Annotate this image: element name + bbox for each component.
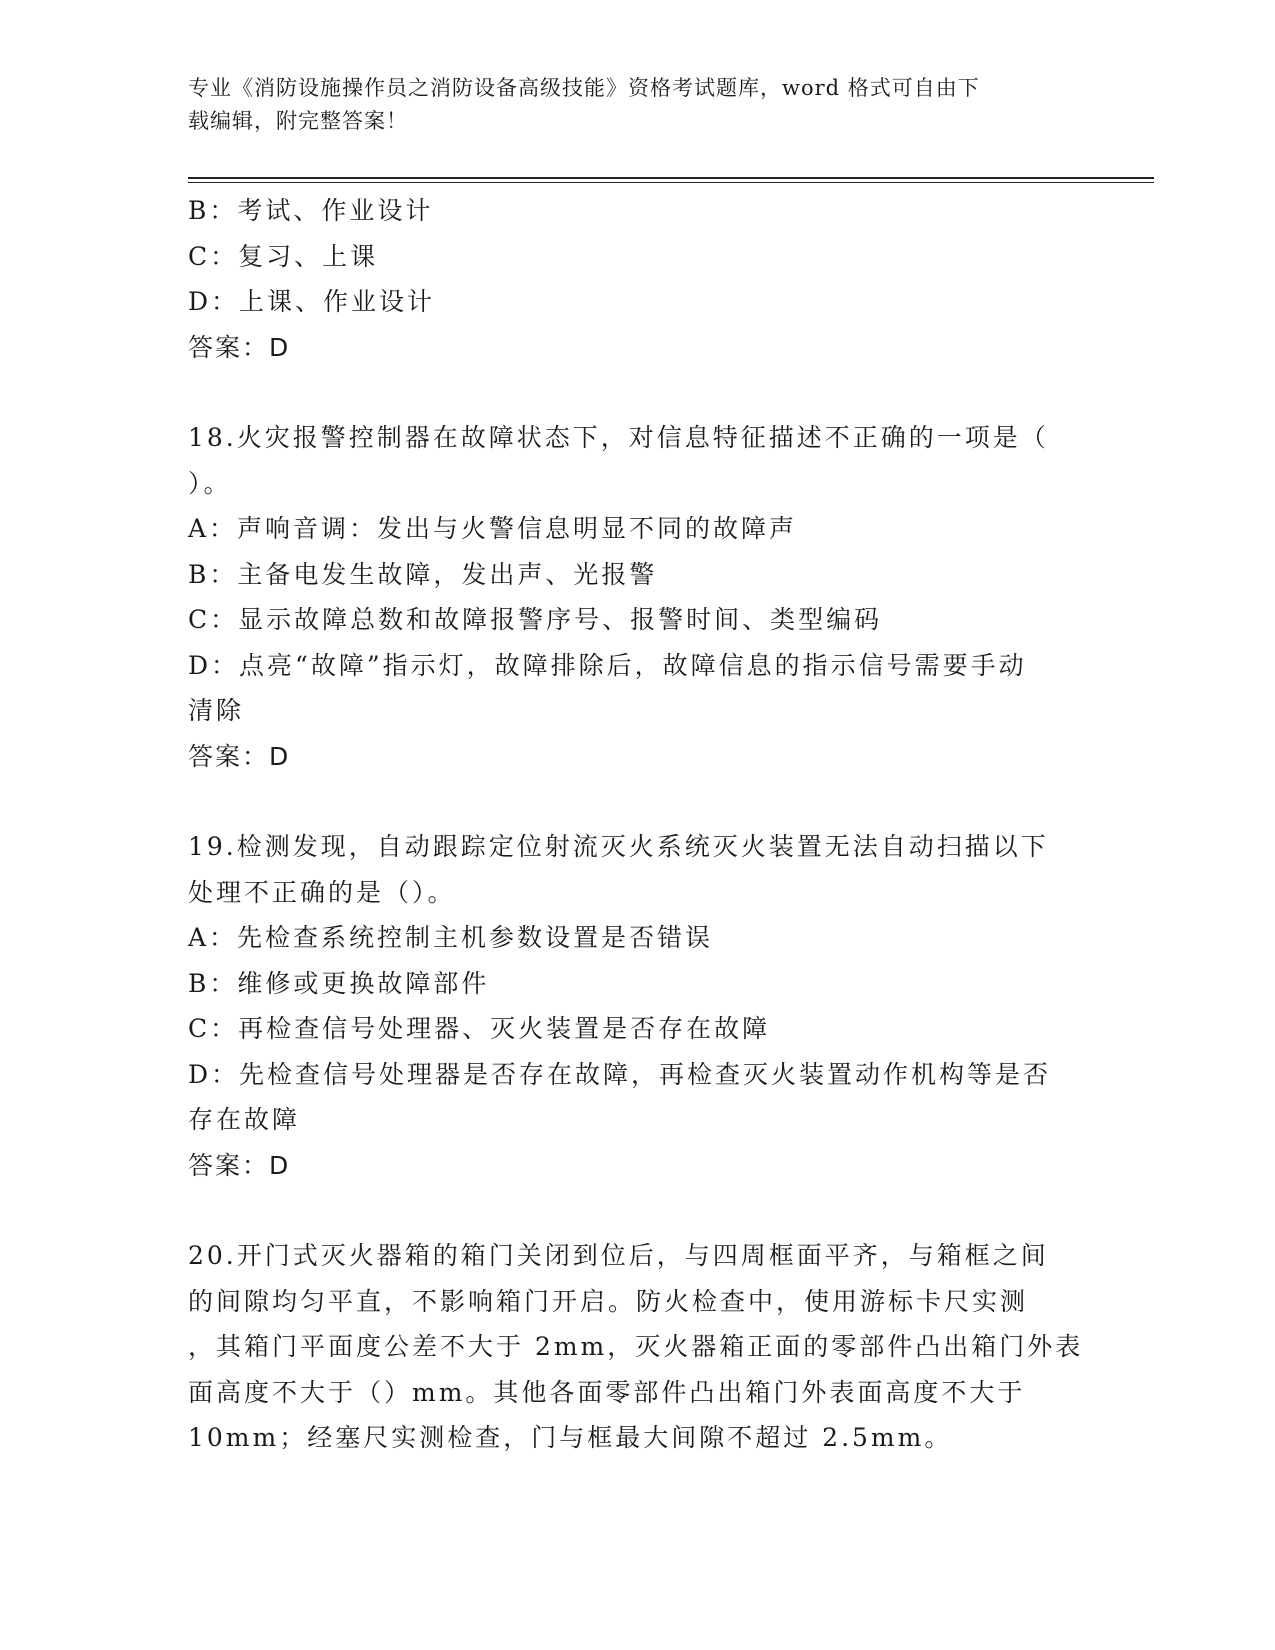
option-c: C：显示故障总数和故障报警序号、报警时间、类型编码 (188, 605, 883, 634)
answer-line: 答案：D (188, 332, 291, 362)
question-stem: 面高度不大于（）mm。其他各面零部件凸出箱门外表面高度不大于 (188, 1377, 1026, 1407)
question-20 (188, 1233, 1088, 1461)
question-list (188, 188, 1088, 1461)
question-stem: 18.火灾报警控制器在故障状态下，对信息特征描述不正确的一项是（ (188, 423, 1049, 452)
question-18 (188, 415, 1088, 779)
option-d: D：点亮“故障”指示灯，故障排除后，故障信息的指示信号需要手动 (188, 650, 1027, 680)
document-header (188, 72, 1068, 138)
option-b: B：维修或更换故障部件 (188, 968, 490, 998)
option-b: B：考试、作业设计 (188, 196, 434, 225)
question-19 (188, 824, 1088, 1188)
option-d: D：先检查信号处理器是否存在故障，再检查灭火装置动作机构等是否 (188, 1059, 1052, 1089)
answer-line: 答案：D (188, 741, 291, 771)
header-line-2: 载编辑，附完整答案！ (188, 109, 408, 133)
option-d-continued: 清除 (188, 696, 245, 725)
question-stem: 处理不正确的是（）。 (188, 877, 456, 907)
question-stem: 10mm；经塞尺实测检查，门与框最大间隙不超过 2.5mm。 (188, 1423, 953, 1452)
question-stem: ）。 (188, 468, 232, 498)
question-stem: 的间隙均匀平直，不影响箱门开启。防火检查中，使用游标卡尺实测 (188, 1286, 1029, 1316)
option-c: C：复习、上课 (188, 241, 379, 271)
option-d: D：上课、作业设计 (188, 287, 436, 316)
question-stem: 20.开门式灭火器箱的箱门关闭到位后，与四周框面平齐，与箱框之间 (188, 1241, 1049, 1270)
option-b: B：主备电发生故障，发出声、光报警 (188, 559, 658, 589)
option-d-continued: 存在故障 (188, 1105, 301, 1134)
header-line-1: 专业《消防设施操作员之消防设备高级技能》资格考试题库，word 格式可自由下 (188, 76, 980, 100)
option-a: A：先检查系统控制主机参数设置是否错误 (188, 923, 714, 952)
prev-question (188, 188, 1088, 370)
question-stem: 19.检测发现，自动跟踪定位射流灭火系统灭火装置无法自动扫描以下 (188, 832, 1049, 861)
answer-line: 答案：D (188, 1150, 291, 1180)
question-stem: ，其箱门平面度公差不大于 2mm，灭火器箱正面的零部件凸出箱门外表 (188, 1332, 1084, 1361)
option-c: C：再检查信号处理器、灭火装置是否存在故障 (188, 1014, 771, 1043)
header-divider (188, 177, 1154, 179)
option-a: A：声响音调：发出与火警信息明显不同的故障声 (188, 514, 798, 543)
header-divider-thin (188, 182, 1154, 183)
